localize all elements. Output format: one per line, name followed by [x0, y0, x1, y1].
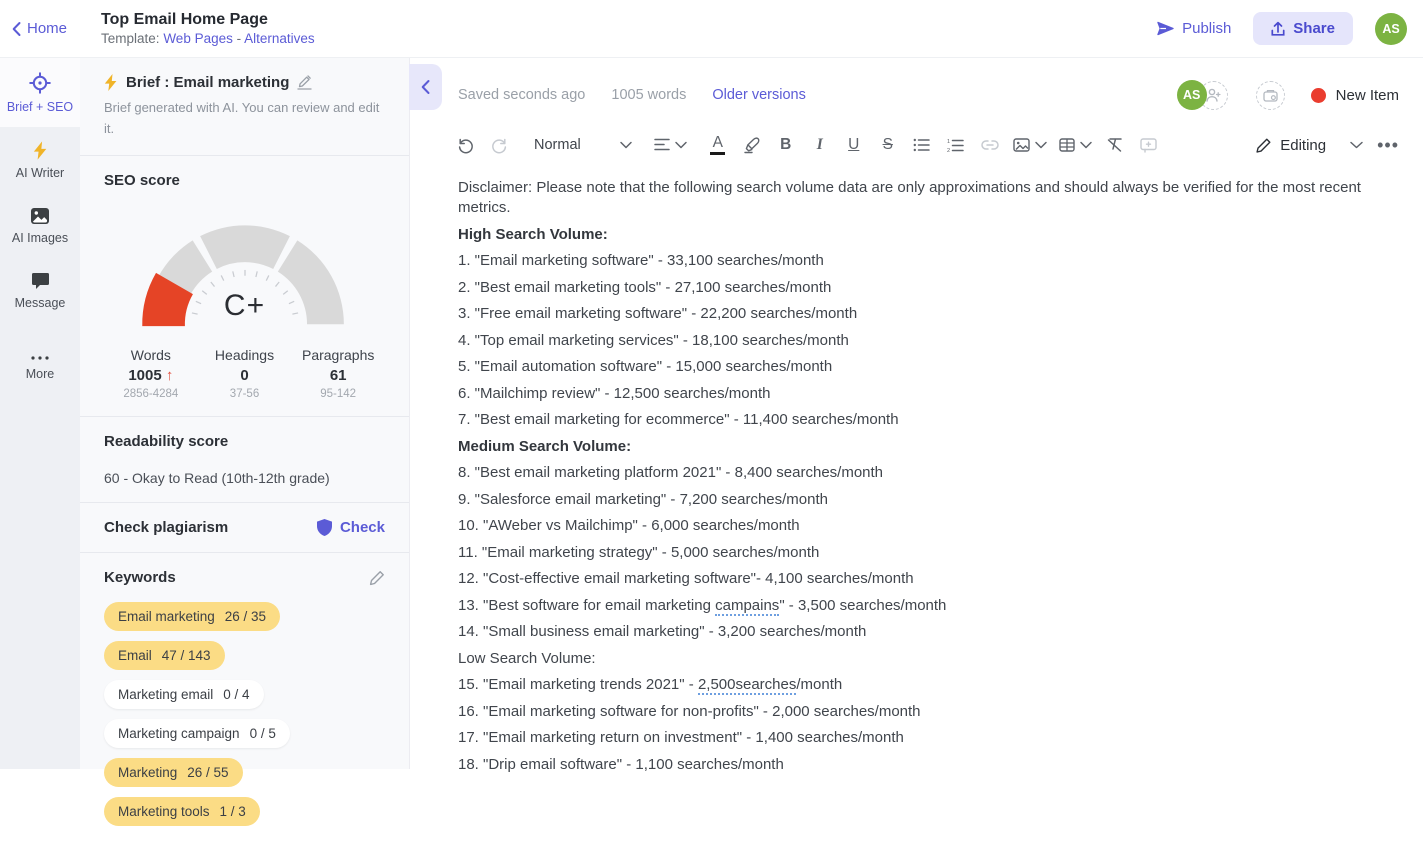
plagiarism-check-label: Check: [339, 519, 385, 536]
save-status: Saved seconds ago: [458, 87, 586, 103]
chevron-left-icon: [12, 22, 21, 36]
seo-score-section: [80, 155, 409, 416]
lightning-icon: [33, 141, 48, 160]
share-button[interactable]: [1253, 12, 1353, 45]
plagiarism-check-button[interactable]: [317, 519, 385, 536]
snapshot-button[interactable]: [1256, 81, 1285, 110]
paper-plane-icon: [1157, 21, 1174, 36]
strikethrough-button[interactable]: S: [882, 136, 893, 153]
seo-stats: [104, 347, 385, 400]
search-volume-item[interactable]: 12. "Cost-effective email marketing software"- 4,100 searches/month: [458, 570, 914, 587]
editor-status-row: [410, 58, 1423, 110]
svg-text:2: 2: [947, 147, 951, 154]
rail-item-message[interactable]: Message: [0, 258, 80, 323]
lightning-icon: [104, 74, 118, 91]
template-label: Template:: [101, 31, 160, 46]
image-icon: [30, 207, 50, 225]
spellcheck-underline: campains: [715, 596, 780, 614]
brief-section: [80, 58, 409, 155]
search-volume-item[interactable]: 5. "Email automation software" - 15,000 searches/month: [458, 358, 833, 375]
bullet-list-button[interactable]: [907, 130, 937, 160]
publish-label: Publish: [1182, 20, 1232, 37]
brief-subtitle: Brief generated with AI. You can review and edit it.: [104, 100, 380, 136]
left-icon-rail: [0, 58, 80, 769]
plagiarism-section: [80, 502, 409, 552]
target-icon: [29, 72, 51, 94]
rail-item-brief-seo[interactable]: Brief + SEO: [0, 58, 80, 127]
keyword-chip-marketing[interactable]: Marketing 26 / 55: [104, 758, 243, 787]
trend-up-icon: ↑: [161, 367, 174, 384]
ellipsis-icon: [30, 355, 50, 361]
edit-keywords-icon[interactable]: [369, 570, 385, 586]
shield-icon: [317, 519, 332, 536]
search-volume-item[interactable]: 3. "Free email marketing software" - 22,200 searches/month: [458, 305, 858, 322]
search-volume-item[interactable]: 15. "Email marketing trends 2021" - 2,500searches/month: [458, 676, 843, 693]
keyword-chips: [104, 602, 385, 826]
older-versions-link[interactable]: Older versions: [712, 87, 806, 103]
seo-stat-headings: Headings 0 37-56: [214, 347, 275, 400]
message-icon: [31, 272, 50, 290]
keywords-section: [80, 552, 409, 842]
highlight-button[interactable]: [737, 130, 767, 160]
comment-button[interactable]: [1134, 130, 1164, 160]
table-dropdown[interactable]: [1055, 130, 1096, 160]
more-options-button[interactable]: •••: [1377, 134, 1399, 155]
image-dropdown[interactable]: [1009, 130, 1051, 160]
search-volume-item[interactable]: 1. "Email marketing software" - 33,100 searches/month: [458, 252, 824, 269]
section-heading-2[interactable]: Low Search Volume:: [458, 649, 596, 667]
camera-icon: [1263, 89, 1278, 102]
word-count: 1005 words: [611, 87, 687, 103]
clear-format-button[interactable]: [1100, 130, 1130, 160]
search-volume-item[interactable]: 9. "Salesforce email marketing" - 7,200 searches/month: [458, 490, 828, 508]
keywords-title: Keywords: [104, 569, 176, 586]
page-title: Top Email Home Page: [101, 11, 268, 28]
seo-gauge: [104, 199, 385, 337]
section-heading-1[interactable]: Medium Search Volume:: [458, 437, 632, 455]
breadcrumb: [101, 31, 315, 46]
readability-title: Readability score: [104, 433, 229, 450]
readability-section: [80, 416, 409, 502]
search-volume-item[interactable]: 16. "Email marketing software for non-profits" - 2,000 searches/month: [458, 702, 921, 720]
chevron-down-icon: [620, 141, 632, 149]
plagiarism-title: Check plagiarism: [104, 519, 229, 536]
paragraph-style-value: Normal: [534, 137, 581, 153]
home-label: Home: [27, 20, 68, 37]
template-link-web-pages[interactable]: Web Pages: [163, 31, 233, 46]
seo-stat-words: Words 1005 ↑ 2856-4284: [123, 347, 179, 400]
user-avatar[interactable]: AS: [1375, 13, 1407, 45]
red-dot-icon: [1311, 88, 1326, 103]
new-item-label: New Item: [1335, 86, 1399, 104]
numbered-list-button[interactable]: [941, 130, 971, 160]
search-volume-item[interactable]: 17. "Email marketing return on investment" - 1,400 searches/month: [458, 729, 904, 746]
keyword-chip-marketing-email[interactable]: Marketing email 0 / 4: [104, 680, 264, 709]
redo-button[interactable]: [484, 130, 514, 160]
svg-text:1: 1: [947, 138, 951, 145]
editor-pane: [410, 58, 1423, 773]
new-item-status: [1311, 87, 1399, 104]
search-volume-item[interactable]: 7. "Best email marketing for ecommerce" - 11,400 searches/month: [458, 411, 899, 428]
brief-title: Brief : Email marketing: [126, 74, 290, 91]
publish-button[interactable]: [1157, 20, 1231, 37]
search-volume-item[interactable]: 2. "Best email marketing tools" - 27,100 searches/month: [458, 278, 832, 296]
undo-button[interactable]: [450, 130, 480, 160]
rail-item-ai-images[interactable]: AI Images: [0, 193, 80, 258]
text-color-button[interactable]: A: [703, 130, 733, 160]
section-heading-0[interactable]: High Search Volume:: [458, 225, 608, 243]
search-volume-item[interactable]: 18. "Drip email software" - 1,100 searches/month: [458, 755, 784, 773]
editor-toolbar: [450, 130, 1399, 160]
search-volume-item[interactable]: 10. "AWeber vs Mailchimp" - 6,000 searches/month: [458, 517, 800, 534]
upload-icon: [1271, 21, 1285, 37]
collapse-panel-button[interactable]: [409, 64, 442, 110]
template-link-alternatives[interactable]: Alternatives: [244, 31, 315, 46]
search-volume-item[interactable]: 11. "Email marketing strategy" - 5,000 searches/month: [458, 543, 820, 561]
align-dropdown[interactable]: [650, 130, 691, 160]
italic-button[interactable]: I: [816, 136, 823, 153]
edit-brief-icon[interactable]: [297, 75, 312, 90]
keyword-chip-marketing-tools[interactable]: Marketing tools 1 / 3: [104, 797, 260, 826]
seo-grade: C+: [223, 289, 266, 322]
share-label: Share: [1293, 20, 1335, 37]
paragraph-style-dropdown[interactable]: [530, 130, 636, 160]
search-volume-item[interactable]: 4. "Top email marketing services" - 18,100 searches/month: [458, 331, 849, 349]
readability-value: 60 - Okay to Read (10th-12th grade): [104, 470, 330, 486]
link-button[interactable]: [975, 130, 1005, 160]
template-separator: -: [232, 31, 245, 46]
pencil-icon: [1255, 137, 1272, 154]
keyword-chip-email[interactable]: Email 47 / 143: [104, 641, 225, 670]
person-plus-icon: [1206, 88, 1221, 102]
editing-mode-label: Editing: [1280, 136, 1327, 154]
keyword-chip-email-marketing[interactable]: Email marketing 26 / 35: [104, 602, 280, 631]
editing-mode-dropdown[interactable]: [1255, 137, 1363, 154]
top-bar: [0, 0, 1423, 58]
spellcheck-underline: 2,500searches: [697, 676, 797, 693]
rail-item-ai-writer[interactable]: AI Writer: [0, 127, 80, 193]
disclaimer-paragraph[interactable]: Disclaimer: Please note that the following search volume data are only approximations and should always be verified for the most recent metrics.: [458, 179, 1361, 216]
search-volume-item[interactable]: 14. "Small business email marketing" - 3,200 searches/month: [458, 623, 867, 640]
home-link[interactable]: [12, 20, 67, 37]
collaborator-avatar[interactable]: AS: [1177, 80, 1207, 110]
seo-score-title: SEO score: [104, 172, 180, 189]
document-content[interactable]: [410, 160, 1395, 775]
rail-item-more[interactable]: More: [0, 341, 80, 394]
bold-button[interactable]: B: [780, 136, 792, 153]
chevron-down-icon: [1350, 141, 1363, 149]
search-volume-item[interactable]: 6. "Mailchimp review" - 12,500 searches/month: [458, 384, 771, 402]
brief-seo-panel: [80, 58, 410, 819]
search-volume-item[interactable]: 8. "Best email marketing platform 2021" - 8,400 searches/month: [458, 464, 884, 481]
seo-stat-paragraphs: Paragraphs 61 95-142: [301, 347, 375, 400]
keyword-chip-marketing-campaign[interactable]: Marketing campaign 0 / 5: [104, 719, 290, 748]
search-volume-item[interactable]: 13. "Best software for email marketing campains" - 3,500 searches/month: [458, 596, 947, 614]
underline-button[interactable]: U: [848, 136, 860, 153]
